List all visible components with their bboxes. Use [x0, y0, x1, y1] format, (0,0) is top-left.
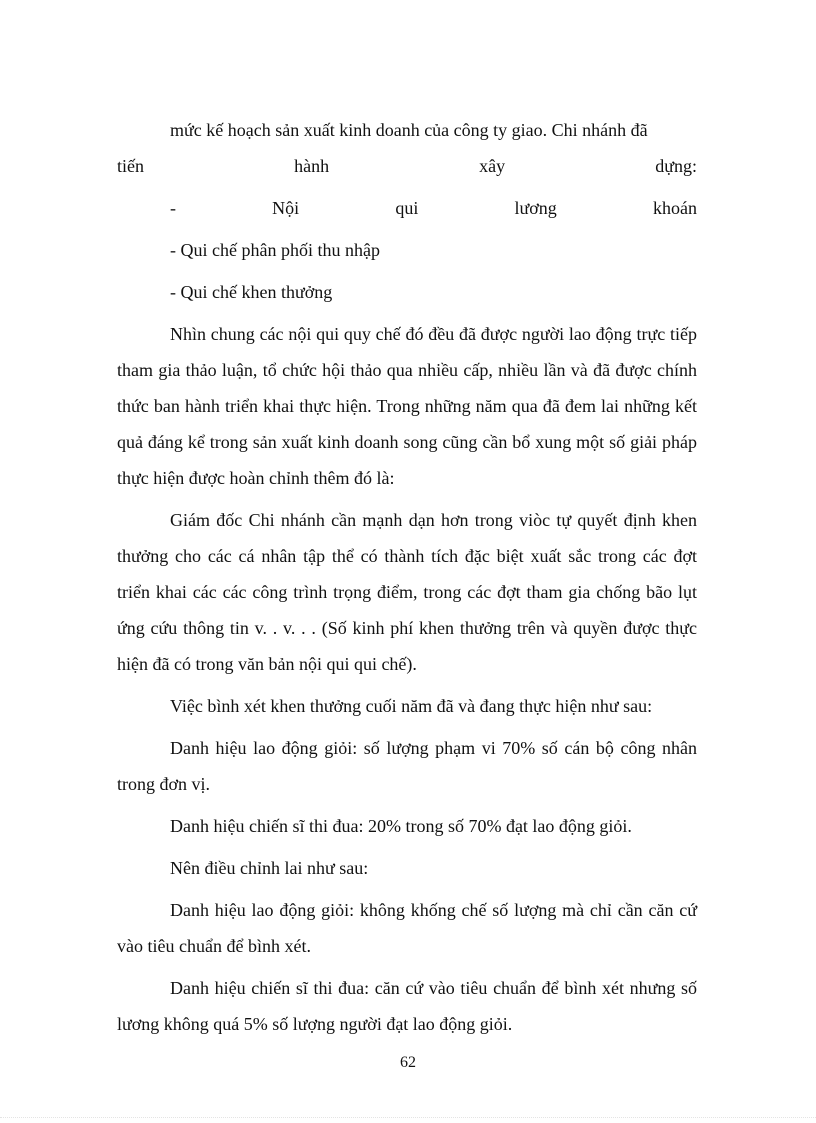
word: dựng:	[655, 156, 697, 176]
text-line-1: mức kế hoạch sản xuất kinh doanh của công ty giao. Chi nhánh đã	[170, 120, 648, 140]
paragraph-2: Giám đốc Chi nhánh cần mạnh dạn hơn trong viòc tự quyết định khen thưởng cho các cá nhân tập thể có thành tích đặc biệt xuất sắc trong các đợt triển khai các các công trình trọng điểm, trong các đợt tham gia chống bão lụt ứng cứu thông tin v. . v. . . (Số kinh phí khen thưởng trên và quyền được thực hiện đã có trong văn bản nội qui qui chế).	[117, 510, 697, 674]
paragraph-1: Nhìn chung các nội qui quy chế đó đều đã được người lao động trực tiếp tham gia thảo luận, tổ chức hội thảo qua nhiều cấp, nhiều lần và đã được chính thức ban hành triển khai thực hiện. Trong những năm qua đã đem lai những kết quả đáng kể trong sản xuất kinh doanh song cũng cần bổ xung một số giải pháp thực hiện được hoàn chỉnh thêm đó là:	[117, 324, 697, 488]
word: tiến	[117, 156, 144, 176]
word: khoán	[652, 198, 697, 218]
page-number: 62	[400, 1054, 416, 1071]
word: lương	[514, 198, 557, 218]
text-line-3	[117, 190, 697, 226]
bullet-item-2: - Qui chế khen thưởng	[170, 282, 333, 302]
text-line-2	[117, 148, 697, 184]
paragraph-7: Danh hiệu lao động giỏi: không khống chế số lượng mà chỉ cần căn cứ vào tiêu chuẩn để bình xét.	[117, 900, 697, 956]
word: -	[170, 198, 176, 218]
word: hành	[294, 156, 330, 176]
paragraph-6: Nên điều chỉnh lai như sau:	[170, 858, 369, 878]
document-body	[117, 112, 697, 1042]
word: qui	[395, 198, 419, 218]
paragraph-8: Danh hiệu chiến sĩ thi đua: căn cứ vào tiêu chuẩn để bình xét nhưng số lương không quá 5% số lượng người đạt lao động giỏi.	[117, 978, 697, 1034]
paragraph-3: Việc bình xét khen thưởng cuối năm đã và đang thực hiện như sau:	[170, 696, 653, 716]
paragraph-5: Danh hiệu chiến sĩ thi đua: 20% trong số 70% đạt lao động giỏi.	[170, 816, 632, 836]
page-bottom-edge	[0, 1117, 816, 1118]
paragraph-4: Danh hiệu lao động giỏi: số lượng phạm vi 70% số cán bộ công nhân trong đơn vị.	[117, 738, 697, 794]
bullet-item-1: - Qui chế phân phối thu nhập	[170, 240, 380, 260]
word: xây	[479, 156, 506, 176]
word: Nội	[272, 198, 300, 218]
